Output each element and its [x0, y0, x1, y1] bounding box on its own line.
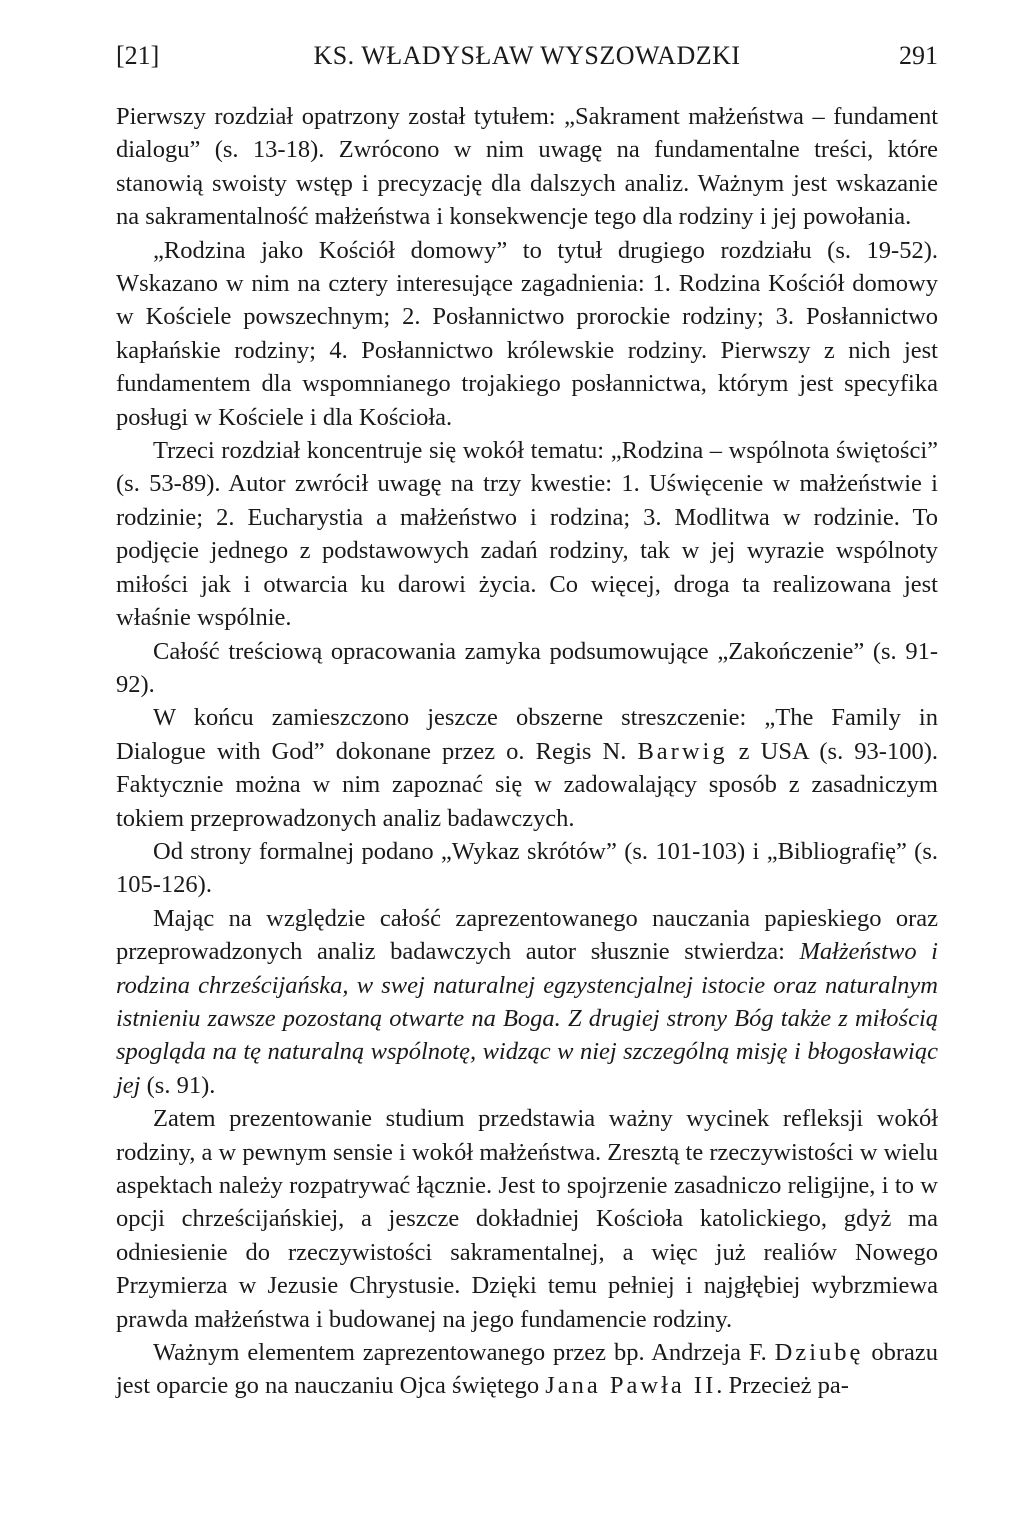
spaced-name-barwig: Barwig	[637, 737, 728, 765]
paragraph-chapter-two: „Rodzina jako Kościół domowy” to tytuł drugiego rozdziału (s. 19-52). Wskazano w nim na cztery interesujące zagadnienia: 1. Rodzina Kościół domowy w Kościele powszechnym; 2. Posłannictwo prorockie rodziny; 3. Posłannictwo kapłańskie rodziny; 4. Posłannictwo królewskie rodziny. Pierwszy z nich jest fundamentem dla wspomnianego trojakiego posłannictwa, którym jest specyfika posługi w Kościele i dla Kościoła.	[116, 236, 938, 431]
body-text	[116, 100, 938, 1403]
running-header	[116, 30, 938, 82]
paragraph-chapter-one: Pierwszy rozdział opatrzony został tytułem: „Sakrament małżeństwa – fundament dialogu” (s. 13-18). Zwrócono w nim uwagę na fundamentalne treści, które stanowią swoisty wstęp i precyzację dla dalszych analiz. Ważnym jest wskazanie na sakramentalność małżeństwa i konsekwencje tego dla rodziny i jej powołania.	[116, 103, 938, 231]
spaced-name-jan-pawel: Jana Pawła II	[545, 1372, 717, 1400]
paragraph-summary: W końcu zamieszczono jeszcze obszerne streszczenie: „The Family in Dialogue with God” dokonane przez o. Regis N. Barwig z USA (s. 93-100). Faktycznie można w nim zapoznać się w zadowalający sposób z zasadniczym tokiem przeprowadzonych analiz badawczych.	[116, 704, 938, 832]
paragraph-conclusion: Całość treściową opracowania zamyka podsumowujące „Zakończenie” (s. 91-92).	[116, 637, 938, 698]
page-number: 291	[899, 41, 938, 70]
paragraph-evaluation: Zatem prezentowanie studium przedstawia ważny wycinek refleksji wokół rodziny, a w pewnym sensie i wokół małżeństwa. Zresztą te rzeczywistości w wielu aspektach należy rozpatrywać łącznie. Jest to spojrzenie zasadniczo religijne, i to w opcji chrześcijańskiej, a jeszcze dokładniej Kościoła katolickiego, gdyż ma odniesienie do rzeczywistości sakramentalnej, a więc już realiów Nowego Przymierza w Jezusie Chrystusie. Dzięki temu pełniej i najgłębiej wybrzmiewa prawda małżeństwa i budowanej na jego fundamencie rodziny.	[116, 1105, 938, 1333]
paragraph-formal: Od strony formalnej podano „Wykaz skrótów” (s. 101-103) i „Bibliografię” (s. 105-126).	[116, 837, 938, 899]
italic-quotation: Małżeństwo i rodzina chrześcijańska, w swej naturalnej egzystencjalnej istocie oraz naturalnym istnieniu zawsze pozostaną otwarte na Boga. Z drugiej strony Bóg także z miłością spogląda na tę naturalną wspólnotę, widząc w niej szczególną misję i błogosławiąc jej	[116, 938, 938, 1099]
spaced-name-dziube: Dziubę	[774, 1339, 864, 1367]
paragraph-quotation: Mając na względzie całość zaprezentowanego nauczania papieskiego oraz przeprowadzonych analiz badawczych autor słusznie stwierdza: Małżeństwo i rodzina chrześcijańska, w swej naturalnej egzystencjalnej istocie oraz naturalnym istnieniu zawsze pozostaną otwarte na Boga. Z drugiej strony Bóg także z miłością spogląda na tę naturalną wspólnotę, widząc w niej szczególną misję i błogosławiąc jej (s. 91).	[116, 904, 938, 1099]
article-number: [21]	[116, 41, 160, 70]
running-title: KS. WŁADYSŁAW WYSZOWADZKI	[313, 41, 741, 70]
document-page	[116, 30, 938, 1403]
paragraph-final: Ważnym elementem zaprezentowanego przez bp. Andrzeja F. Dziubę obrazu jest oparcie go na nauczaniu Ojca świętego Jana Pawła II. Przecież pa-	[116, 1339, 938, 1400]
paragraph-chapter-three: Trzeci rozdział koncentruje się wokół tematu: „Rodzina – wspólnota świętości” (s. 53-89). Autor zwrócił uwagę na trzy kwestie: 1. Uświęcenie w małżeństwie i rodzinie; 2. Eucharystia a małżeństwo i rodzina; 3. Modlitwa w rodzinie. To podjęcie jednego z podstawowych zadań rodziny, tak w jej wyrazie wspólnoty miłości jak i otwarcia ku darowi życia. Co więcej, droga ta realizowana jest właśnie wspólnie.	[116, 437, 938, 632]
